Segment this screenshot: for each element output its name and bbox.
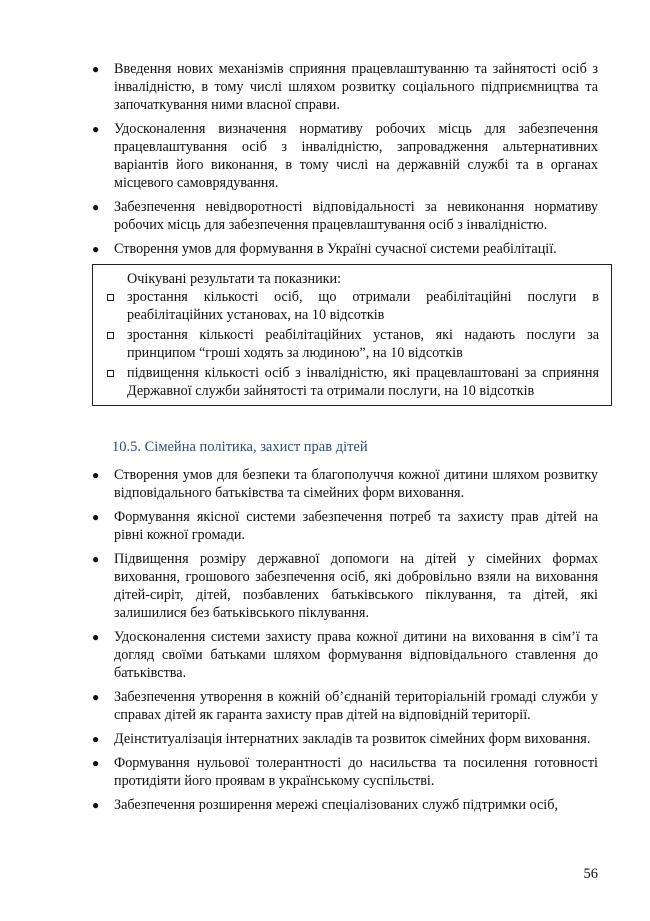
result-item: [105, 326, 599, 362]
list-item-text: Підвищення розміру державної допомоги на дітей у сімейних формах виховання, грошового забезпечення осіб, які добровільно взяли на виховання дітей-сиріт, дітей, позбавлених батьківського піклування, та дітей, які залишилися без батьківського піклування.: [114, 551, 598, 621]
list-item-text: Деінституалізація інтернатних закладів та розвиток сімейних форм виховання.: [114, 731, 591, 747]
bullet-icon: ●: [92, 62, 100, 76]
list-item: [90, 754, 598, 790]
list-item: [90, 60, 598, 114]
bullet-icon: ●: [92, 122, 100, 136]
result-item-text: зростання кількості осіб, що отримали реабілітаційні послуги в реабілітаційних установах, на 10 відсотків: [127, 289, 599, 323]
top-bullet-list: [90, 60, 598, 258]
result-item: [105, 288, 599, 324]
list-item: [90, 466, 598, 502]
bullet-icon: ●: [92, 200, 100, 214]
list-item: [90, 240, 598, 258]
list-item-text: Формування нульової толерантності до насильства та посилення готовності протидіяти його проявам в українському суспільстві.: [114, 755, 598, 789]
bullet-icon: ●: [92, 756, 100, 770]
bullet-icon: ●: [92, 798, 100, 812]
list-item: [90, 508, 598, 544]
results-list: [105, 288, 599, 400]
bullet-icon: ●: [92, 242, 100, 256]
list-item-text: Забезпечення невідворотності відповідальності за невиконання нормативу робочих місць для забезпечення працевлаштування осіб з інвалідністю.: [114, 199, 598, 233]
list-item-text: Забезпечення утворення в кожній об’єднаній територіальній громаді служби у справах дітей як гаранта захисту прав дітей на відповідній території.: [114, 689, 598, 723]
expected-results-box: [92, 264, 612, 406]
list-item: [90, 796, 598, 814]
list-item-text: Введення нових механізмів сприяння працевлаштуванню та зайнятості осіб з інвалідністю, в тому числі шляхом розвитку соціального підприємництва та започаткування ними власної справи.: [114, 61, 598, 113]
list-item: [90, 120, 598, 192]
checkbox-square-icon: [107, 332, 114, 339]
list-item-text: Удосконалення системи захисту права кожної дитини на виховання в сім’ї та догляд своїми батьками шляхом формування відповідального ставлення до батьківства.: [114, 629, 598, 681]
bullet-icon: ●: [92, 552, 100, 566]
list-item: [90, 688, 598, 724]
list-item-text: Створення умов для безпеки та благополуччя кожної дитини шляхом розвитку відповідального батьківства та сімейних форм виховання.: [114, 467, 598, 501]
results-box-title: Очікувані результати та показники:: [127, 271, 342, 287]
list-item: [90, 628, 598, 682]
result-item: [105, 364, 599, 400]
checkbox-square-icon: [107, 294, 114, 301]
checkbox-square-icon: [107, 370, 114, 377]
section-heading: 10.5. Сімейна політика, захист прав дітей: [112, 439, 368, 455]
list-item-text: Формування якісної системи забезпечення потреб та захисту прав дітей на рівні кожної громади.: [114, 509, 598, 543]
list-item-text: Створення умов для формування в Україні сучасної системи реабілітації.: [114, 241, 557, 257]
bullet-icon: ●: [92, 732, 100, 746]
list-item: [90, 730, 598, 748]
bullet-icon: ●: [92, 468, 100, 482]
list-item: [90, 198, 598, 234]
result-item-text: підвищення кількості осіб з інвалідністю, які працевлаштовані за сприяння Державної служби зайнятості та отримали послуги, на 10 відсотків: [127, 365, 599, 399]
page-number: 56: [583, 866, 598, 882]
list-item-text: Удосконалення визначення нормативу робочих місць для забезпечення працевлаштування осіб з інвалідністю, запровадження альтернативних варіантів його виконання, в тому числі на державній службі та в органах місцевого самоврядування.: [114, 121, 598, 191]
list-item: [90, 550, 598, 622]
section-bullet-list: [90, 466, 598, 814]
bullet-icon: ●: [92, 690, 100, 704]
result-item-text: зростання кількості реабілітаційних установ, які надають послуги за принципом “гроші ходять за людиною”, на 10 відсотків: [127, 327, 599, 361]
bullet-icon: ●: [92, 630, 100, 644]
bullet-icon: ●: [92, 510, 100, 524]
page-content: [90, 60, 598, 820]
list-item-text: Забезпечення розширення мережі спеціалізованих служб підтримки осіб,: [114, 797, 559, 813]
